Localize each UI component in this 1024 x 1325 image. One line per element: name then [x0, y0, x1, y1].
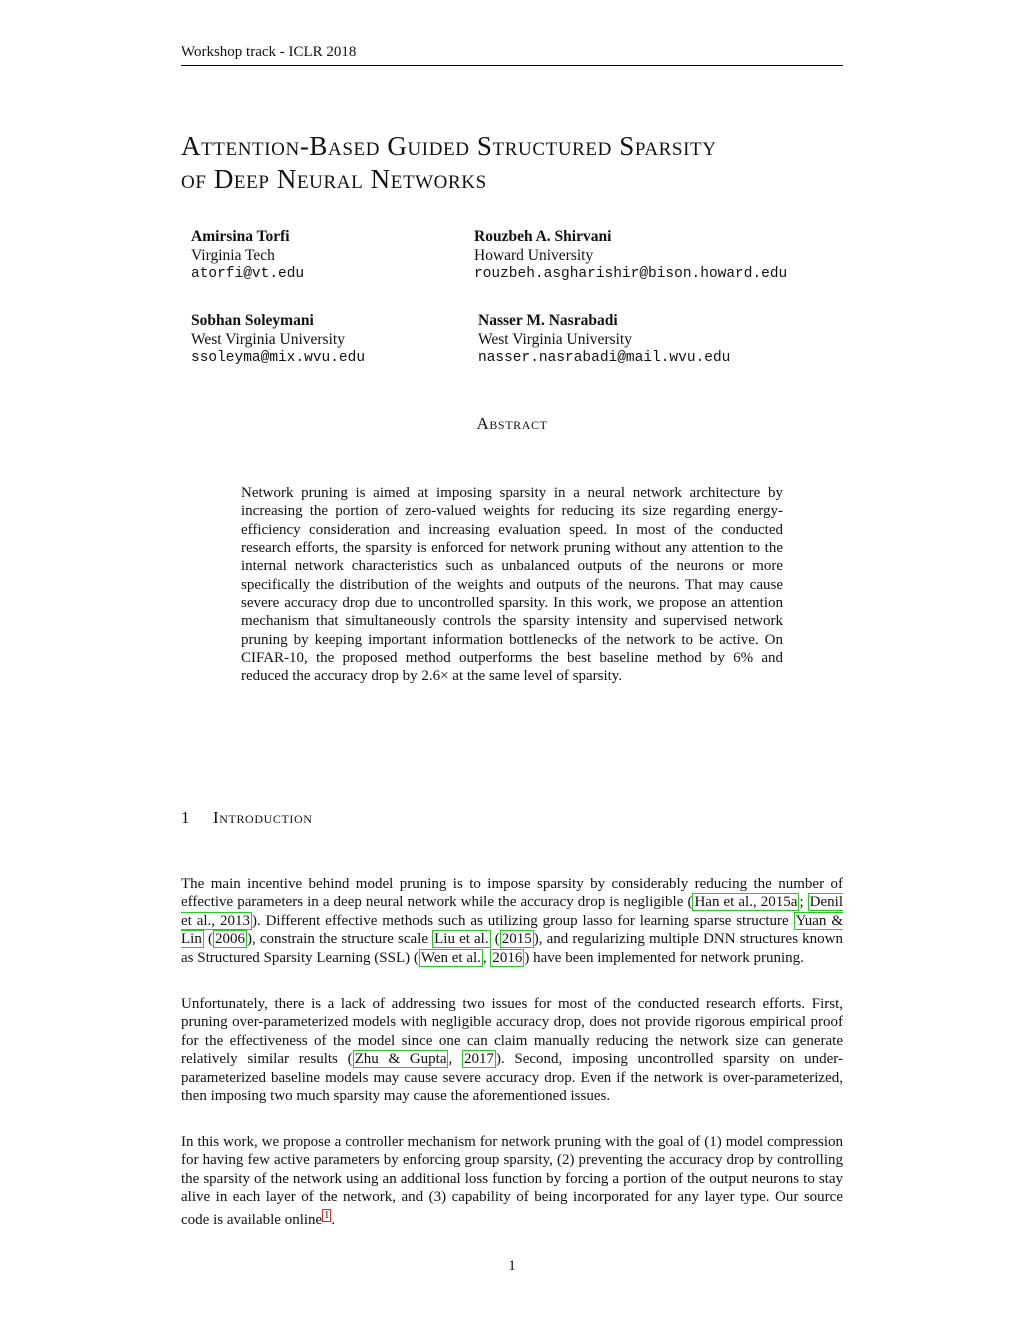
author-block	[191, 228, 304, 284]
author-block	[191, 312, 365, 368]
author-affiliation: West Virginia University	[478, 330, 632, 348]
author-affiliation: West Virginia University	[191, 330, 345, 348]
citation-link[interactable]: Han et al., 2015a	[694, 894, 798, 911]
page-number: 1	[508, 1258, 516, 1274]
section-heading	[181, 808, 313, 828]
author-name: Nasser M. Nasrabadi	[478, 312, 618, 329]
section-title: Introduction	[213, 808, 313, 827]
citation-link[interactable]: Zhu & Gupta	[354, 1051, 447, 1068]
section-number: 1	[181, 808, 191, 827]
citation-link[interactable]: 2006	[214, 931, 245, 948]
paper-title	[181, 130, 861, 196]
author-email[interactable]: nasser.nasrabadi@mail.wvu.edu	[478, 350, 731, 366]
title-line-1: Attention-Based Guided Structured Sparsity	[181, 131, 717, 161]
title-line-2: of Deep Neural Networks	[181, 164, 487, 194]
running-header: Workshop track - ICLR 2018	[181, 44, 843, 66]
citation-link[interactable]: Denil et al., 2013	[181, 894, 843, 929]
citation-link[interactable]: 2016	[492, 949, 523, 966]
paragraph-1: The main incentive behind model pruning is to impose sparsity by considerably reducing the number of effective parameters in a deep neural network while the accuracy drop is negligible ( Han et al., 2015a ; Denil et al., 2013 ). Different effective methods such as utilizing group lasso for learning sparse structure Yuan & Lin ( 2006 ), constrain the structure scale Liu et al. ( 2015 ), and regularizing multiple DNN structures known as Structured Sparsity Learning (SSL) ( Wen et al. , 2016 ) have been implemented for network pruning.	[181, 876, 843, 966]
author-block	[478, 312, 730, 368]
abstract-heading: Abstract	[476, 414, 548, 433]
citation-link[interactable]: Liu et al.	[434, 931, 489, 948]
arxiv-sidebar	[0, 0, 80, 1325]
footnote-link[interactable]: 1	[324, 1209, 330, 1221]
citation-link[interactable]: 2015	[501, 931, 532, 948]
citation-link[interactable]: Yuan & Lin	[181, 912, 843, 948]
author-name: Amirsina Torfi	[191, 228, 290, 245]
abstract-text: Network pruning is aimed at imposing sparsity in a neural network architecture by increasing the portion of zero-valued weights for reducing its size regarding energy-efficiency consideration and increasing evaluation speed. In most of the conducted research efforts, the sparsity is enforced for network pruning without any attention to the internal network characteristics such as unbalanced outputs of the neurons or more specifically the distribution of the weights and outputs of the neurons. That may cause severe accuracy drop due to uncontrolled sparsity. In this work, we propose an attention mechanism that simultaneously controls the sparsity intensity and supervised network pruning by keeping important information bottlenecks of the network to be active. On CIFAR-10, the proposed method outperforms the best baseline method by 6% and reduced the accuracy drop by 2.6× at the same level of sparsity.	[241, 485, 783, 685]
author-affiliation: Virginia Tech	[191, 246, 275, 264]
author-email[interactable]: atorfi@vt.edu	[191, 266, 305, 282]
citation-link[interactable]: Wen et al.	[420, 949, 481, 966]
author-name: Rouzbeh A. Shirvani	[474, 228, 612, 245]
author-name: Sobhan Soleymani	[191, 312, 314, 329]
paragraph-2: Unfortunately, there is a lack of addressing two issues for most of the conducted research efforts. First, pruning over-parameterized models with negligible accuracy drop, does not provide rigorous empirical proof for the effectiveness of the model since one can claim manually reducing the network size can generate relatively similar results ( Zhu & Gupta , 2017 ). Second, imposing uncontrolled sparsity on under-parameterized baseline models may cause severe accuracy drop. Even if the network is over-parameterized, then imposing two much sparsity may cause the aforementioned issues.	[181, 996, 843, 1105]
author-email[interactable]: ssoleyma@mix.wvu.edu	[191, 350, 366, 366]
author-affiliation: Howard University	[474, 246, 594, 264]
author-block	[474, 228, 787, 284]
author-email[interactable]: rouzbeh.asgharishir@bison.howard.edu	[474, 266, 788, 282]
citation-link[interactable]: 2017	[463, 1051, 494, 1068]
paragraph-3: In this work, we propose a controller mechanism for network pruning with the goal of (1) model compression for having few active parameters by enforcing group sparsity, (2) preventing the accuracy drop by controlling the sparsity of the network using an additional loss function by forcing a portion of the output neurons to stay alive in each layer of the network, and (3) capability of being incorporated for any layer type. Our source code is available online $^1$ .	[181, 1134, 843, 1228]
